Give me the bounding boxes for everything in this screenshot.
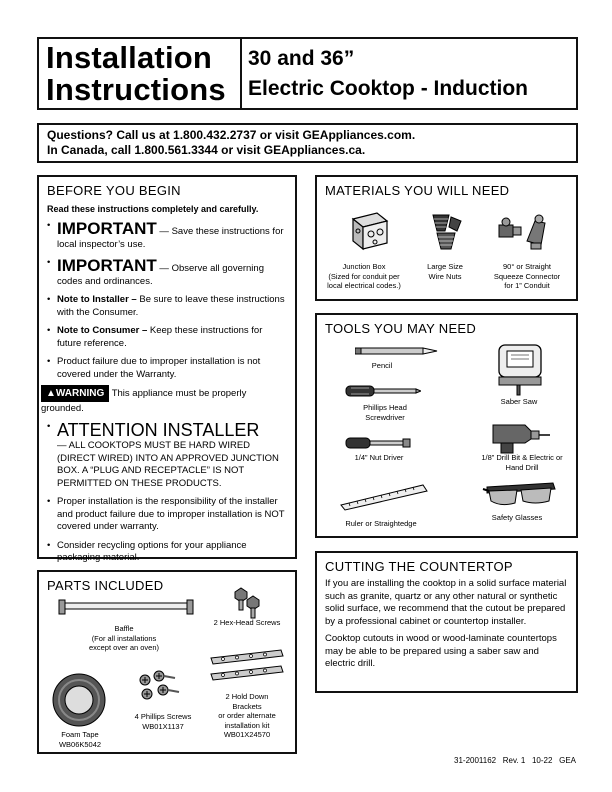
foam-tape-label: Foam Tape WB06K5042 (58, 730, 102, 749)
questions-box (37, 123, 578, 163)
before-you-begin-box (37, 175, 297, 563)
page-title (46, 42, 226, 106)
nut-driver-icon (345, 437, 411, 449)
warning-text: This appliance must be properly grounded. (41, 388, 247, 414)
before-list-2 (47, 421, 287, 565)
drill-icon (487, 421, 551, 455)
wire-nuts-label: Large Size Wire Nuts (427, 262, 463, 281)
phillips-screwdriver-label: Phillips Head Screwdriver (363, 403, 407, 422)
header-box (37, 37, 578, 110)
product-failure: • Product failure due to improper installation is not covered under the Warranty. (47, 356, 287, 381)
foam-tape-icon (51, 672, 107, 728)
squeeze-connector-icon (495, 211, 555, 251)
proper-installation: • Proper installation is the responsibility of the installer and product failure due to improper installation is NOT covered under warranty. (47, 496, 287, 534)
cutting-box (315, 551, 578, 693)
materials-box (315, 175, 578, 301)
baffle-icon (57, 598, 195, 616)
hold-down-brackets-icon (209, 648, 285, 682)
pencil-icon (355, 347, 441, 355)
attention-installer: • ATTENTION INSTALLER — ALL COOKTOPS MUST BE HARD WIRED (DIRECT WIRED) INTO AN APPROVED JUNCTION BOX. A “PLUG AND RECEPTACLE” IS NOT PERMITTED ON THESE PRODUCTS. (47, 421, 287, 490)
drill-label: 1/8” Drill Bit & Electric or Hand Drill (481, 453, 563, 472)
important-codes: • IMPORTANT — Observe all governing codes and ordinances. (47, 257, 287, 288)
phillips-screws-icon (137, 668, 183, 704)
before-title: BEFORE YOU BEGIN (47, 183, 181, 198)
cutting-title: CUTTING THE COUNTERTOP (325, 559, 513, 574)
note-installer: • Note to Installer – Be sure to leave these instructions with the Consumer. (47, 294, 287, 319)
phillips-screwdriver-icon (345, 385, 421, 397)
title-line1: Installation (46, 40, 213, 75)
title-line2: Instructions (46, 72, 226, 107)
materials-title: MATERIALS YOU WILL NEED (325, 183, 510, 198)
cutting-para1: If you are installing the cooktop in a solid surface material such as granite, quartz or any other natural or synthetic solid surface, we recommend that the cutout be prepared by a professional cabinet or countertop installer. (325, 578, 567, 627)
parts-box (37, 570, 297, 754)
hex-screws-label: 2 Hex-Head Screws (213, 618, 281, 627)
saber-saw-label: Saber Saw (500, 397, 538, 406)
product-title (248, 44, 528, 104)
safety-glasses-label: Safety Glasses (491, 513, 543, 522)
questions-line1: Questions? Call us at 1.800.432.2737 or visit GEAppliances.com. (47, 128, 416, 142)
junction-box-label: Junction Box (Sized for conduit per local electrical codes.) (327, 262, 401, 290)
header-divider (240, 37, 242, 110)
hex-screws-icon (231, 586, 265, 620)
product-line2: Electric Cooktop - Induction (248, 77, 529, 100)
parts-title: PARTS INCLUDED (47, 578, 164, 593)
pencil-label: Pencil (371, 361, 393, 370)
junction-box-icon (347, 209, 391, 253)
warning-badge: ▲WARNING (41, 385, 109, 402)
tools-title: TOOLS YOU MAY NEED (325, 321, 477, 336)
product-line1: 30 and 36” (248, 47, 355, 70)
ruler-label: Ruler or Straightedge (345, 519, 417, 528)
safety-glasses-icon (481, 479, 559, 509)
hold-down-brackets-label: 2 Hold Down Brackets or order alternate installation kit WB01X24570 (218, 692, 276, 739)
before-intro: Read these instructions completely and carefully. (47, 204, 259, 214)
footer-doc-number: 31-2001162 Rev. 1 10-22 GEA (454, 756, 576, 765)
cutting-para2: Cooktop cutouts in wood or wood-laminate countertops may be able to be prepared using a saber saw and electric drill. (325, 633, 557, 669)
ruler-icon (339, 483, 429, 511)
wire-nuts-icon (425, 211, 465, 253)
questions-line2: In Canada, call 1.800.561.3344 or visit GEAppliances.ca. (47, 143, 366, 157)
tools-box (315, 313, 578, 538)
note-consumer: • Note to Consumer – Keep these instructions for future reference. (47, 325, 287, 350)
recycle-note: • Consider recycling options for your appliance packaging material. (47, 540, 287, 565)
nut-driver-label: 1/4” Nut Driver (354, 453, 404, 462)
phillips-screws-label: 4 Phillips Screws WB01X1137 (134, 712, 192, 731)
important-save: • IMPORTANT — Save these instructions for local inspector’s use. (47, 220, 287, 251)
squeeze-connector-label: 90° or Straight Squeeze Connector for 1” Conduit (493, 262, 561, 290)
before-list (47, 220, 287, 381)
warning-block (41, 385, 287, 415)
saber-saw-icon (493, 341, 549, 397)
baffle-label: Baffle (For all installations except over an oven) (88, 624, 160, 652)
